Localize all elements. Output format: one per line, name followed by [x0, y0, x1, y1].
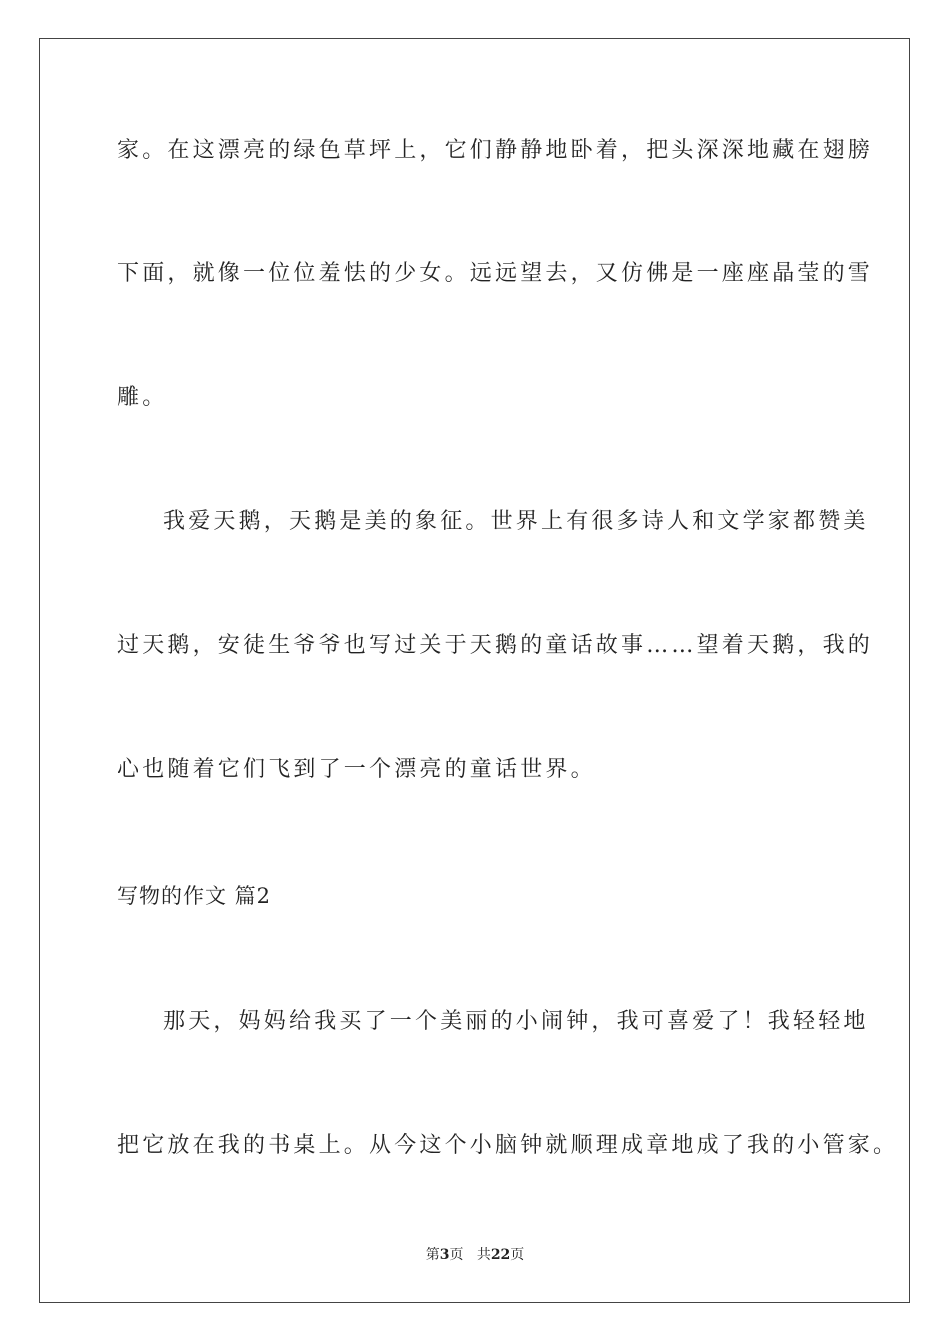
section-heading: 写物的作文 篇2: [117, 884, 272, 908]
paragraph-1-line-1: 家。在这漂亮的绿色草坪上，它们静静地卧着，把头深深地藏在翅膀: [117, 138, 874, 163]
total-prefix: 共: [476, 1247, 491, 1263]
total-suffix: 页: [510, 1247, 525, 1263]
page-suffix: 页: [449, 1247, 464, 1263]
paragraph-1-line-2: 下面，就像一位位羞怯的少女。远远望去，又仿佛是一座座晶莹的雪: [117, 261, 874, 286]
page-border: [39, 38, 910, 1303]
paragraph-2-line-3: 心也随着它们飞到了一个漂亮的童话世界。: [117, 757, 596, 782]
page-footer: [0, 1245, 950, 1265]
paragraph-3-line-2: 把它放在我的书桌上。从今这个小脑钟就顺理成章地成了我的小管家。: [117, 1133, 899, 1158]
paragraph-2-line-2: 过天鹅，安徒生爷爷也写过关于天鹅的童话故事……望着天鹅，我的: [117, 633, 874, 658]
paragraph-2-line-1: 我爱天鹅，天鹅是美的象征。世界上有很多诗人和文学家都赞美: [163, 509, 869, 534]
total-pages: 22: [490, 1247, 511, 1263]
page-number: 3: [439, 1247, 450, 1263]
paragraph-3-line-1: 那天，妈妈给我买了一个美丽的小闹钟，我可喜爱了！我轻轻地: [163, 1009, 869, 1034]
page-prefix: 第: [425, 1247, 440, 1263]
paragraph-1-line-3: 雕。: [117, 385, 168, 410]
